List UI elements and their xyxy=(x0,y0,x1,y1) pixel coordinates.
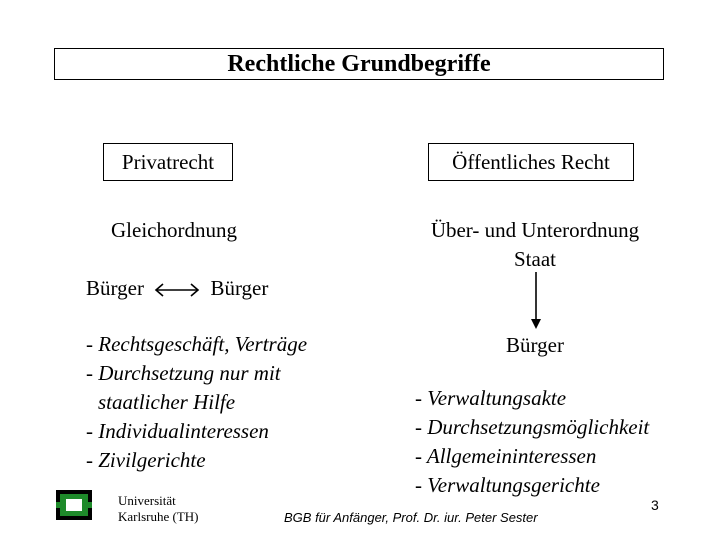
buerger-node: Bürger xyxy=(506,333,564,357)
footer-caption: BGB für Anfänger, Prof. Dr. iur. Peter Sester xyxy=(284,510,538,525)
list-item: - Individualinteressen xyxy=(86,419,269,443)
buerger-relation xyxy=(86,274,268,303)
university-logo-icon xyxy=(56,490,92,520)
privatrecht-heading: Privatrecht xyxy=(103,143,233,181)
list-item: - Allgemeininteressen xyxy=(415,444,597,468)
gleichordnung-label: Gleichordnung xyxy=(111,218,237,242)
list-item: - Durchsetzungsmöglichkeit xyxy=(415,415,650,439)
list-item: - Verwaltungsgerichte xyxy=(415,473,600,497)
oeffentliches-recht-list xyxy=(415,384,649,500)
slide-title: Rechtliche Grundbegriffe xyxy=(54,48,664,80)
list-item: - Zivilgerichte xyxy=(86,448,206,472)
privatrecht-list xyxy=(86,330,307,475)
oeffentliches-recht-heading: Öffentliches Recht xyxy=(428,143,634,181)
ueber-unterordnung-label: Über- und Unterordnung xyxy=(430,218,640,242)
list-item: - Verwaltungsakte xyxy=(415,386,567,410)
double-arrow-icon xyxy=(153,282,201,298)
list-item: staatlicher Hilfe xyxy=(98,390,236,414)
buerger-right-label: Bürger xyxy=(210,276,269,300)
staat-node: Staat xyxy=(514,247,556,271)
list-item: - Rechtsgeschäft, Verträge xyxy=(86,332,308,356)
arrow-down-icon xyxy=(528,272,544,330)
page-number: 3 xyxy=(651,497,659,513)
list-item: - Durchsetzung nur mit xyxy=(86,361,281,385)
university-name: Universität Karlsruhe (TH) xyxy=(118,493,199,524)
buerger-left-label: Bürger xyxy=(86,276,144,300)
